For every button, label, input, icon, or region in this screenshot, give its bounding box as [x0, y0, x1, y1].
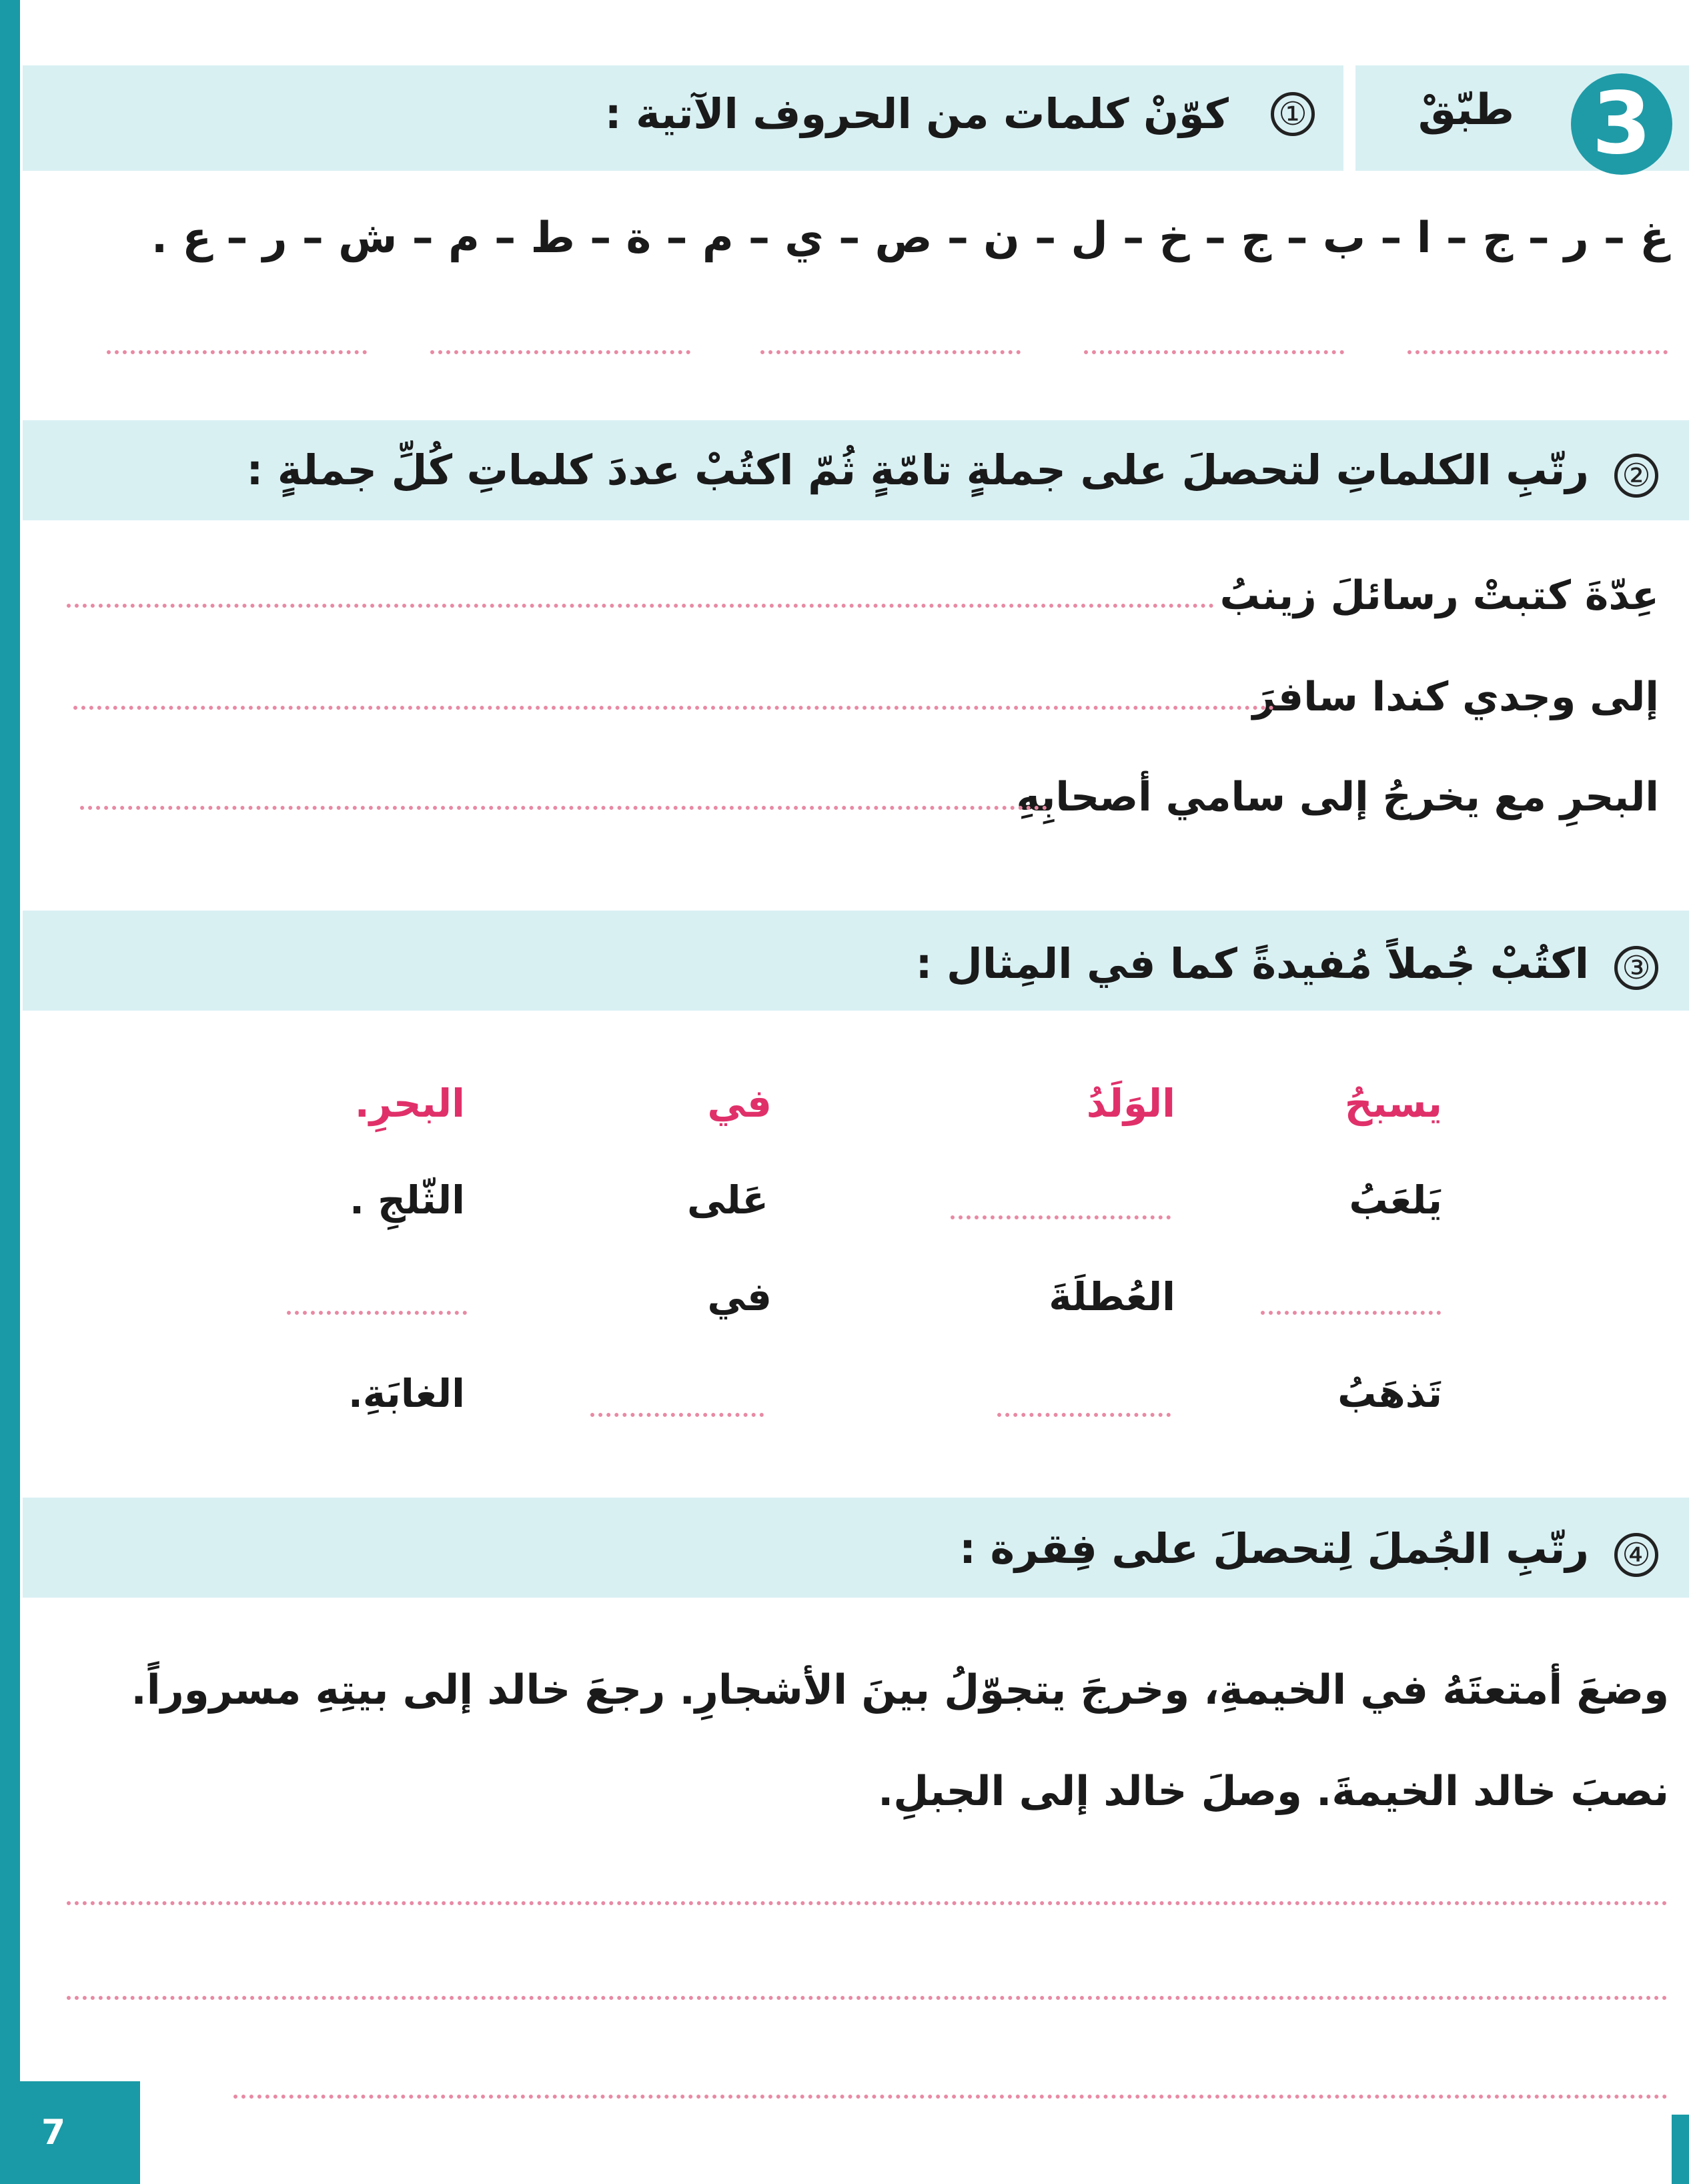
exercise4-number: ④ — [1614, 1533, 1658, 1577]
row3-object: الغابَةِ. — [348, 1371, 465, 1416]
answer-line-1-1[interactable] — [107, 350, 367, 354]
row1-preposition: عَلى — [687, 1177, 768, 1223]
exercise2-number: ② — [1614, 454, 1658, 498]
exercise2-line-2: إلى وجدي كندا سافرَ — [1252, 674, 1659, 720]
exercise4-text-line-2: نصبَ خالد الخيمةَ. وصلَ خالد إلى الجبلِ. — [878, 1768, 1669, 1815]
section-label: طبّقْ — [1418, 85, 1514, 135]
answer-line-2-3[interactable] — [80, 806, 1047, 810]
row3-subject-blank[interactable] — [997, 1413, 1171, 1417]
exercise1-number: ① — [1271, 92, 1315, 136]
answer-line-1-4[interactable] — [1084, 350, 1344, 354]
row2-object-blank[interactable] — [287, 1311, 467, 1315]
exercise1-letters: غ – ر – ج – ا – ب – ج – خ – ل – ن – ص – ي – م – ة – ط – م – ش – ر – ع . — [151, 213, 1669, 263]
page-number: 7 — [0, 2081, 140, 2184]
answer-line-4-2[interactable] — [67, 1996, 1668, 2000]
row1-verb: يَلعَبُ — [1349, 1177, 1442, 1223]
row2-subject: العُطلَةَ — [1049, 1274, 1175, 1319]
row2-verb-blank[interactable] — [1261, 1311, 1441, 1315]
exercise3-number: ③ — [1614, 946, 1658, 990]
exercise1-title: كوّنْ كلمات من الحروف الآتية : — [604, 89, 1229, 138]
example-subject: الوَلَدُ — [1086, 1081, 1175, 1126]
answer-line-2-1[interactable] — [67, 604, 1214, 608]
answer-line-2-2[interactable] — [73, 706, 1274, 710]
exercise2-title: رتّبِ الكلماتِ لتحصلَ على جملةٍ تامّةٍ ثُمّ اكتُبْ عددَ كلماتِ كُلِّ جملةٍ : — [246, 446, 1589, 494]
example-verb: يسبحُ — [1344, 1081, 1442, 1126]
example-preposition: في — [707, 1081, 772, 1126]
answer-line-1-2[interactable] — [430, 350, 690, 354]
exercise4-text-line-1: وضعَ أمتعتَهُ في الخيمةِ، وخرجَ يتجوّلُ بينَ الأشجارِ. رجعَ خالد إلى بيتِهِ مسروراً. — [131, 1666, 1669, 1714]
answer-line-4-1[interactable] — [67, 1901, 1668, 1905]
right-edge-tab — [1672, 2115, 1689, 2184]
row1-object: الثّلجِ . — [349, 1177, 465, 1223]
exercise3-title: اكتُبْ جُملاً مُفيدةً كما في المِثال : — [915, 939, 1589, 988]
exercise2-line-3: البحرِ مع يخرجُ إلى سامي أصحابِهِ — [1016, 774, 1659, 821]
left-edge-bar — [0, 0, 20, 2184]
row2-preposition: في — [707, 1274, 772, 1319]
section-number-badge: 3 — [1571, 73, 1672, 175]
answer-line-1-3[interactable] — [760, 350, 1021, 354]
exercise2-line-1: عِدّةَ كتبتْ رسائلَ زينبُ — [1219, 572, 1659, 619]
row1-subject-blank[interactable] — [951, 1215, 1171, 1219]
row3-verb: تَذهَبُ — [1337, 1371, 1442, 1416]
exercise4-title: رتّبِ الجُملَ لِتحصلَ على فِقرة : — [959, 1524, 1589, 1573]
answer-line-1-5[interactable] — [1408, 350, 1668, 354]
example-object: البحرِ. — [354, 1081, 465, 1126]
row3-preposition-blank[interactable] — [590, 1413, 764, 1417]
answer-line-4-3[interactable] — [233, 2095, 1668, 2099]
